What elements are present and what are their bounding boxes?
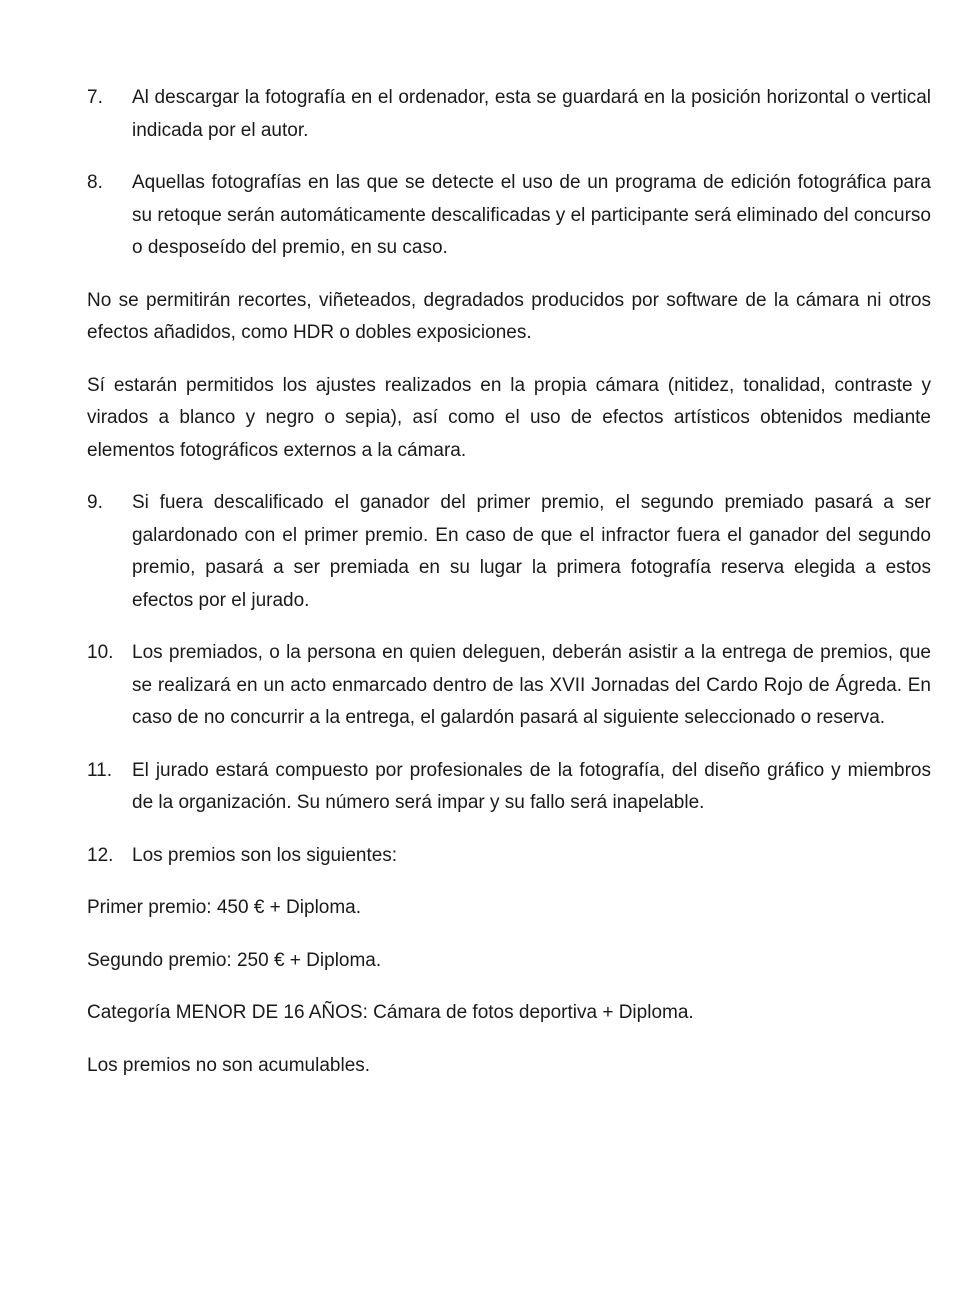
- list-item-10: [87, 637, 931, 735]
- list-text: Aquellas fotografías en las que se detecte el uso de un programa de edición fotográfica para su retoque serán automáticamente descalificadas y el participante será eliminado del concurso o desposeído del premio, en su caso.: [132, 172, 931, 258]
- prize-under-16: Categoría MENOR DE 16 AÑOS: Cámara de fotos deportiva + Diploma.: [87, 1002, 694, 1023]
- list-text: Los premiados, o la persona en quien deleguen, deberán asistir a la entrega de premios, que se realizará en un acto enmarcado dentro de las XVII Jornadas del Cardo Rojo de Ágreda. En caso de no concurrir a la entrega, el galardón pasará al siguiente seleccionado o reserva.: [132, 642, 931, 728]
- list-number: 12.: [87, 844, 114, 866]
- list-item-7: [87, 82, 931, 147]
- list-item-12: [87, 840, 931, 873]
- list-item-9: [87, 487, 931, 617]
- document-body: [87, 82, 931, 1102]
- paragraph-no-permitted-effects: No se permitirán recortes, viñeteados, degradados producidos por software de la cámara ni otros efectos añadidos, como HDR o dobles exposiciones.: [87, 289, 931, 343]
- list-text: Al descargar la fotografía en el ordenador, esta se guardará en la posición horizontal o vertical indicada por el autor.: [132, 87, 931, 141]
- list-number: 9.: [87, 492, 103, 513]
- list-text: El jurado estará compuesto por profesionales de la fotografía, del diseño gráfico y miembros de la organización. Su número será impar y su fallo será inapelable.: [132, 759, 931, 813]
- list-text: Los premios son los siguientes:: [132, 844, 398, 866]
- list-item-8: [87, 167, 931, 265]
- list-text: Si fuera descalificado el ganador del primer premio, el segundo premiado pasará a ser galardonado con el primer premio. En caso de que el infractor fuera el ganador del segundo premio, pasará a ser premiada en su lugar la primera fotografía reserva elegida a estos efectos por el jurado.: [132, 492, 931, 611]
- list-number: 11.: [87, 759, 113, 781]
- prize-second: Segundo premio: 250 € + Diploma.: [87, 949, 382, 971]
- paragraph-permitted-adjustments: Sí estarán permitidos los ajustes realizados en la propia cámara (nitidez, tonalidad, contraste y virados a blanco y negro o sepia), así como el uso de efectos artísticos obtenidos mediante elementos fotográficos externos a la cámara.: [87, 374, 931, 461]
- prize-first: Primer premio: 450 € + Diploma.: [87, 897, 362, 918]
- list-item-11: [87, 755, 931, 820]
- prizes-not-cumulative: Los premios no son acumulables.: [87, 1054, 371, 1076]
- list-number: 8.: [87, 172, 103, 193]
- list-number: 7.: [87, 87, 103, 108]
- list-number: 10.: [87, 642, 114, 663]
